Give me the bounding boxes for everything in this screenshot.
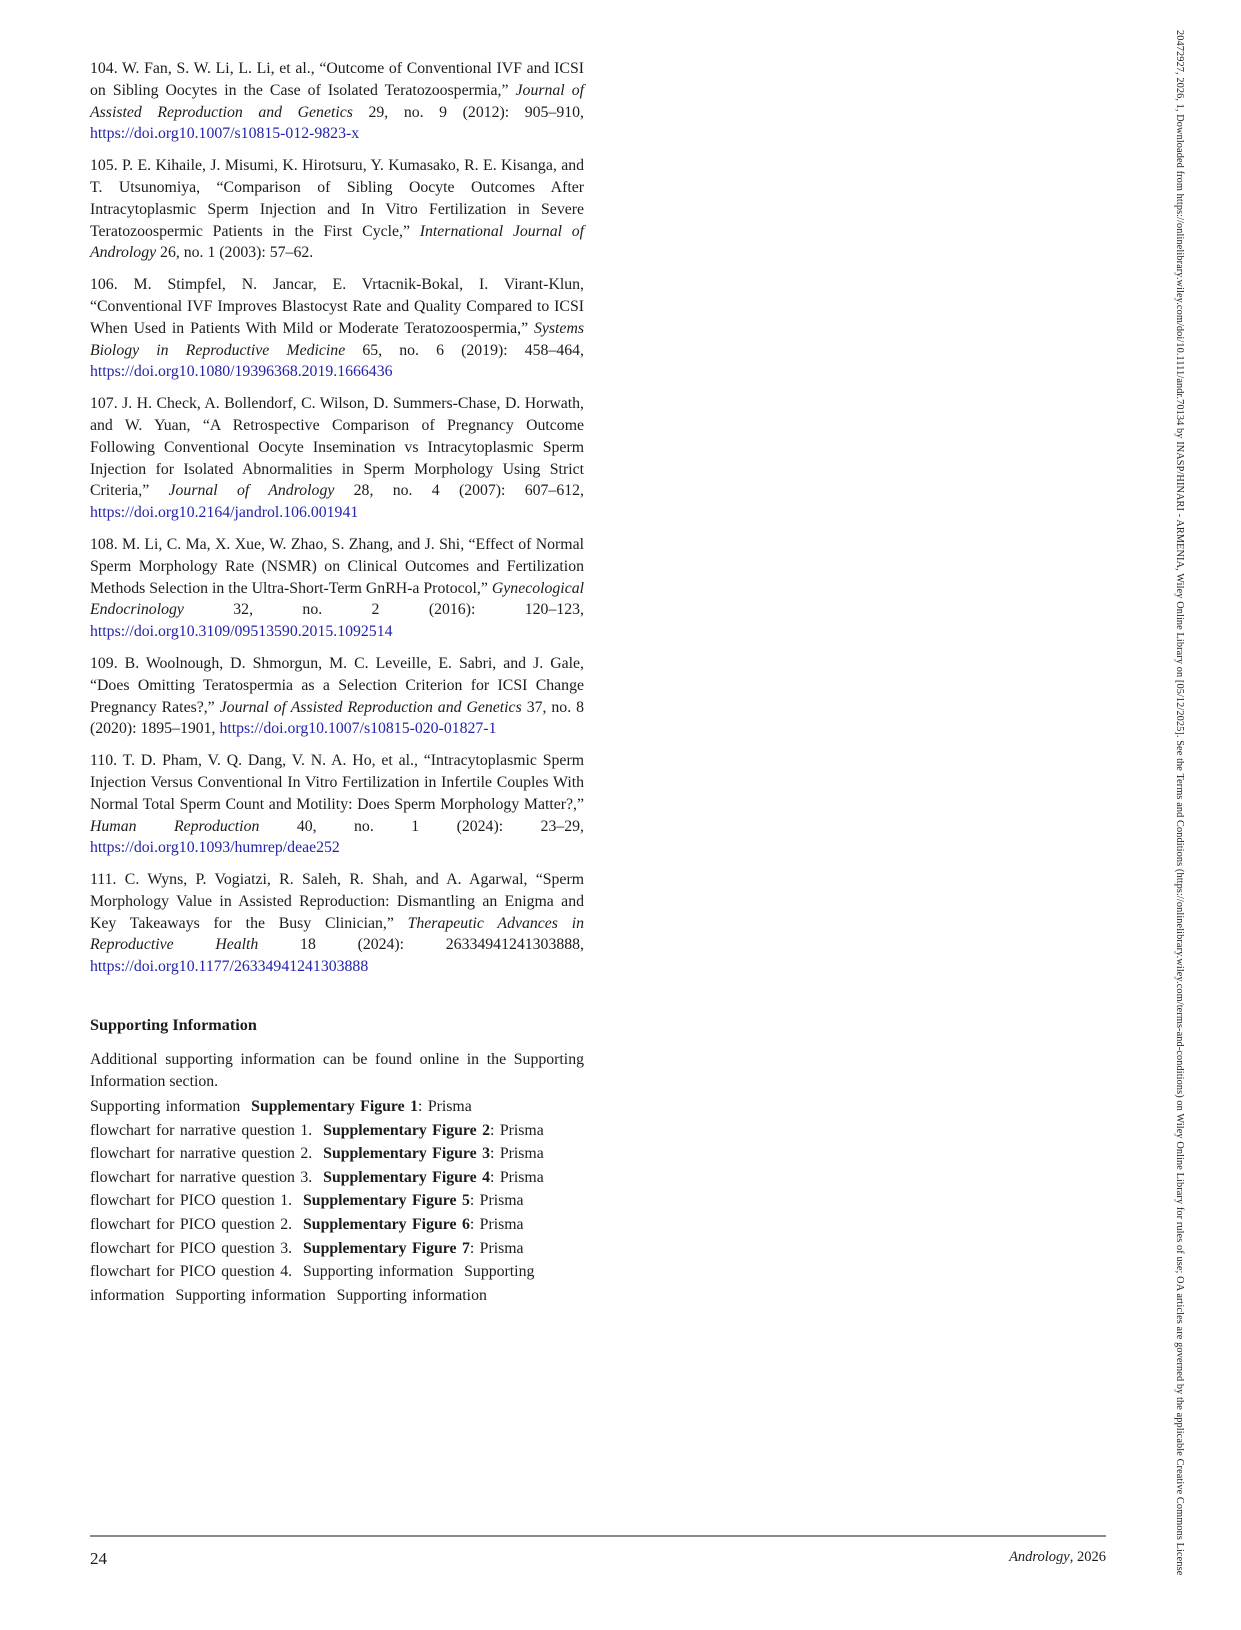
journal-year: , 2026 xyxy=(1069,1549,1106,1565)
text-segment: Supplementary Figure 3 xyxy=(323,1145,490,1163)
text-segment: 32, no. 2 (2016): 120–123, xyxy=(183,601,584,619)
text-segment: 65, no. 6 (2019): 458–464, xyxy=(345,341,584,359)
text-segment: Journal of Assisted Reproduction and Genetics xyxy=(219,698,522,716)
text-segment: Journal of Andrology xyxy=(168,482,335,500)
text-segment: 37, no. 8 (2020): 1895–1901, xyxy=(90,698,584,738)
supporting-information-heading: Supporting Information xyxy=(90,1016,257,1035)
text-segment: : Prisma xyxy=(469,1216,524,1234)
references-list xyxy=(90,58,584,978)
text-segment: : Prisma xyxy=(489,1168,544,1186)
text-segment: flowchart for PICO question 4. Supporting information Supporting xyxy=(90,1263,535,1281)
text-segment: Supplementary Figure 6 xyxy=(303,1216,470,1234)
text-segment: Supporting information xyxy=(90,1098,252,1116)
doi-link[interactable]: https://doi.org10.1177/26334941241303888 xyxy=(90,958,369,976)
doi-link[interactable]: https://doi.org10.2164/jandrol.106.001941 xyxy=(90,504,359,522)
supplementary-line xyxy=(90,1213,584,1237)
text-segment: Systems Biology in Reproductive Medicine xyxy=(90,319,584,359)
text-segment: flowchart for narrative question 1. xyxy=(90,1121,324,1139)
text-segment: Gynecological Endocrinology xyxy=(90,579,584,619)
journal-credit xyxy=(1009,1549,1106,1566)
text-segment: : Prisma xyxy=(469,1192,524,1210)
text-segment: 29, no. 9 (2012): 905–910, xyxy=(352,103,584,121)
text-segment: Supplementary Figure 7 xyxy=(303,1239,470,1257)
supplementary-line xyxy=(90,1095,584,1119)
page-footer xyxy=(90,1535,1106,1569)
supplementary-line xyxy=(90,1142,584,1166)
supplementary-line xyxy=(90,1260,584,1284)
supporting-information-section xyxy=(90,1016,584,1307)
text-segment: flowchart for PICO question 2. xyxy=(90,1216,304,1234)
text-segment: 28, no. 4 (2007): 607–612, xyxy=(334,482,584,500)
text-segment: 111. C. Wyns, P. Vogiatzi, R. Saleh, R. Shah, and A. Agarwal, “Sperm Morphology Value in Assisted Reproduction: Dismantling an Enigma and Key Takeaways for the Busy Clinician,” xyxy=(90,871,584,932)
journal-name: Andrology xyxy=(1009,1549,1070,1565)
text-segment: : Prisma xyxy=(489,1121,544,1139)
text-segment: 104. W. Fan, S. W. Li, L. Li, et al., “Outcome of Conventional IVF and ICSI on Sibling Oocytes in the Case of Isolated Teratozoospermia,” xyxy=(90,60,584,99)
reference-item xyxy=(90,869,584,978)
doi-link[interactable]: https://doi.org10.1093/humrep/deae252 xyxy=(90,839,340,857)
text-segment: 110. T. D. Pham, V. Q. Dang, V. N. A. Ho, et al., “Intracytoplasmic Sperm Injection Versus Conventional In Vitro Fertilization in Infertile Couples With Normal Total Sperm Count and Motility: Does Sperm Morphology Matter?,” xyxy=(90,752,584,813)
text-segment: 108. M. Li, C. Ma, X. Xue, W. Zhao, S. Zhang, and J. Shi, “Effect of Normal Sperm Morphology Rate (NSMR) on Clinical Outcomes and Fertilization Methods Selection in the Ultra-Short-Term GnRH-a Protocol,” xyxy=(90,535,584,597)
text-segment: : Prisma xyxy=(469,1239,524,1257)
reference-item xyxy=(90,274,584,383)
text-segment: flowchart for PICO question 3. xyxy=(90,1239,304,1257)
text-segment: Human Reproduction xyxy=(90,817,260,835)
download-watermark-text: 20472927, 2026, 1, Downloaded from https://onlinelibrary.wiley.com/doi/10.1111/andr.70134 by INASP/HINARI - ARMENIA, Wiley Online Library on [05/12/2025]. See the Terms and Conditions (https://onlinelibrary.wiley.com/terms-and-conditions) on Wiley Online Library for rules of use; OA articles are governed by the applicable Creative Commons License xyxy=(1174,30,1185,1576)
text-segment: Supplementary Figure 5 xyxy=(303,1192,470,1210)
text-segment: flowchart for PICO question 1. xyxy=(90,1192,304,1210)
text-segment: Therapeutic Advances in Reproductive Health xyxy=(90,914,584,954)
text-segment: Supplementary Figure 2 xyxy=(323,1121,490,1139)
text-segment: 105. P. E. Kihaile, J. Misumi, K. Hirotsuru, Y. Kumasako, R. E. Kisanga, and T. Utsunomiya, “Comparison of Sibling Oocyte Outcomes After Intracytoplasmic Sperm Injection and In Vitro Fertilization in Severe Teratozoospermic Patients in the First Cycle,” xyxy=(90,157,584,240)
reference-item xyxy=(90,58,584,145)
supplementary-line xyxy=(90,1166,584,1190)
text-segment: flowchart for narrative question 2. xyxy=(90,1145,324,1163)
doi-link[interactable]: https://doi.org10.1007/s10815-020-01827-1 xyxy=(219,720,497,738)
page-number: 24 xyxy=(90,1549,107,1568)
reference-item xyxy=(90,653,584,740)
text-segment: 109. B. Woolnough, D. Shmorgun, M. C. Leveille, E. Sabri, and J. Gale, “Does Omitting Teratospermia as a Selection Criterion for ICSI Change Pregnancy Rates?,” xyxy=(90,654,584,716)
doi-link[interactable]: https://doi.org10.3109/09513590.2015.1092514 xyxy=(90,623,393,641)
text-segment: International Journal of Andrology xyxy=(90,222,584,262)
supplementary-line xyxy=(90,1237,584,1261)
reference-item xyxy=(90,155,584,264)
supporting-information-intro: Additional supporting information can be found online in the Supporting Information section. xyxy=(90,1051,584,1091)
text-segment: information Supporting information Supporting information xyxy=(90,1286,487,1304)
reference-item xyxy=(90,393,584,524)
text-segment: 18 (2024): 26334941241303888, xyxy=(258,936,584,954)
doi-link[interactable]: https://doi.org10.1080/19396368.2019.1666436 xyxy=(90,363,393,381)
supplementary-line xyxy=(90,1189,584,1213)
text-segment: 106. M. Stimpfel, N. Jancar, E. Vrtacnik-Bokal, I. Virant-Klun, “Conventional IVF Improves Blastocyst Rate and Quality Compared to ICSI When Used in Patients With Mild or Moderate Teratozoospermia,” xyxy=(90,276,584,337)
supplementary-line xyxy=(90,1119,584,1143)
text-segment: 26, no. 1 (2003): 57–62. xyxy=(156,244,314,262)
text-segment: 40, no. 1 (2024): 23–29, xyxy=(259,817,584,835)
supplementary-line xyxy=(90,1284,584,1308)
reference-item xyxy=(90,750,584,859)
text-segment: Supplementary Figure 1 xyxy=(251,1098,418,1116)
text-segment: flowchart for narrative question 3. xyxy=(90,1168,324,1186)
text-segment: : Prisma xyxy=(417,1098,472,1116)
main-text-column xyxy=(90,58,584,1307)
reference-item xyxy=(90,534,584,643)
supplementary-list xyxy=(90,1095,584,1307)
text-segment: Supplementary Figure 4 xyxy=(323,1168,490,1186)
text-segment: Journal of Assisted Reproduction and Genetics xyxy=(90,81,584,121)
text-segment: 107. J. H. Check, A. Bollendorf, C. Wilson, D. Summers-Chase, D. Horwath, and W. Yuan, “A Retrospective Comparison of Pregnancy Outcome Following Conventional Oocyte Insemination vs Intracytoplasmic Sperm Injection for Isolated Abnormalities in Sperm Morphology Using Strict Criteria,” xyxy=(90,395,584,500)
text-segment: : Prisma xyxy=(489,1145,544,1163)
doi-link[interactable]: https://doi.org10.1007/s10815-012-9823-x xyxy=(90,125,360,143)
